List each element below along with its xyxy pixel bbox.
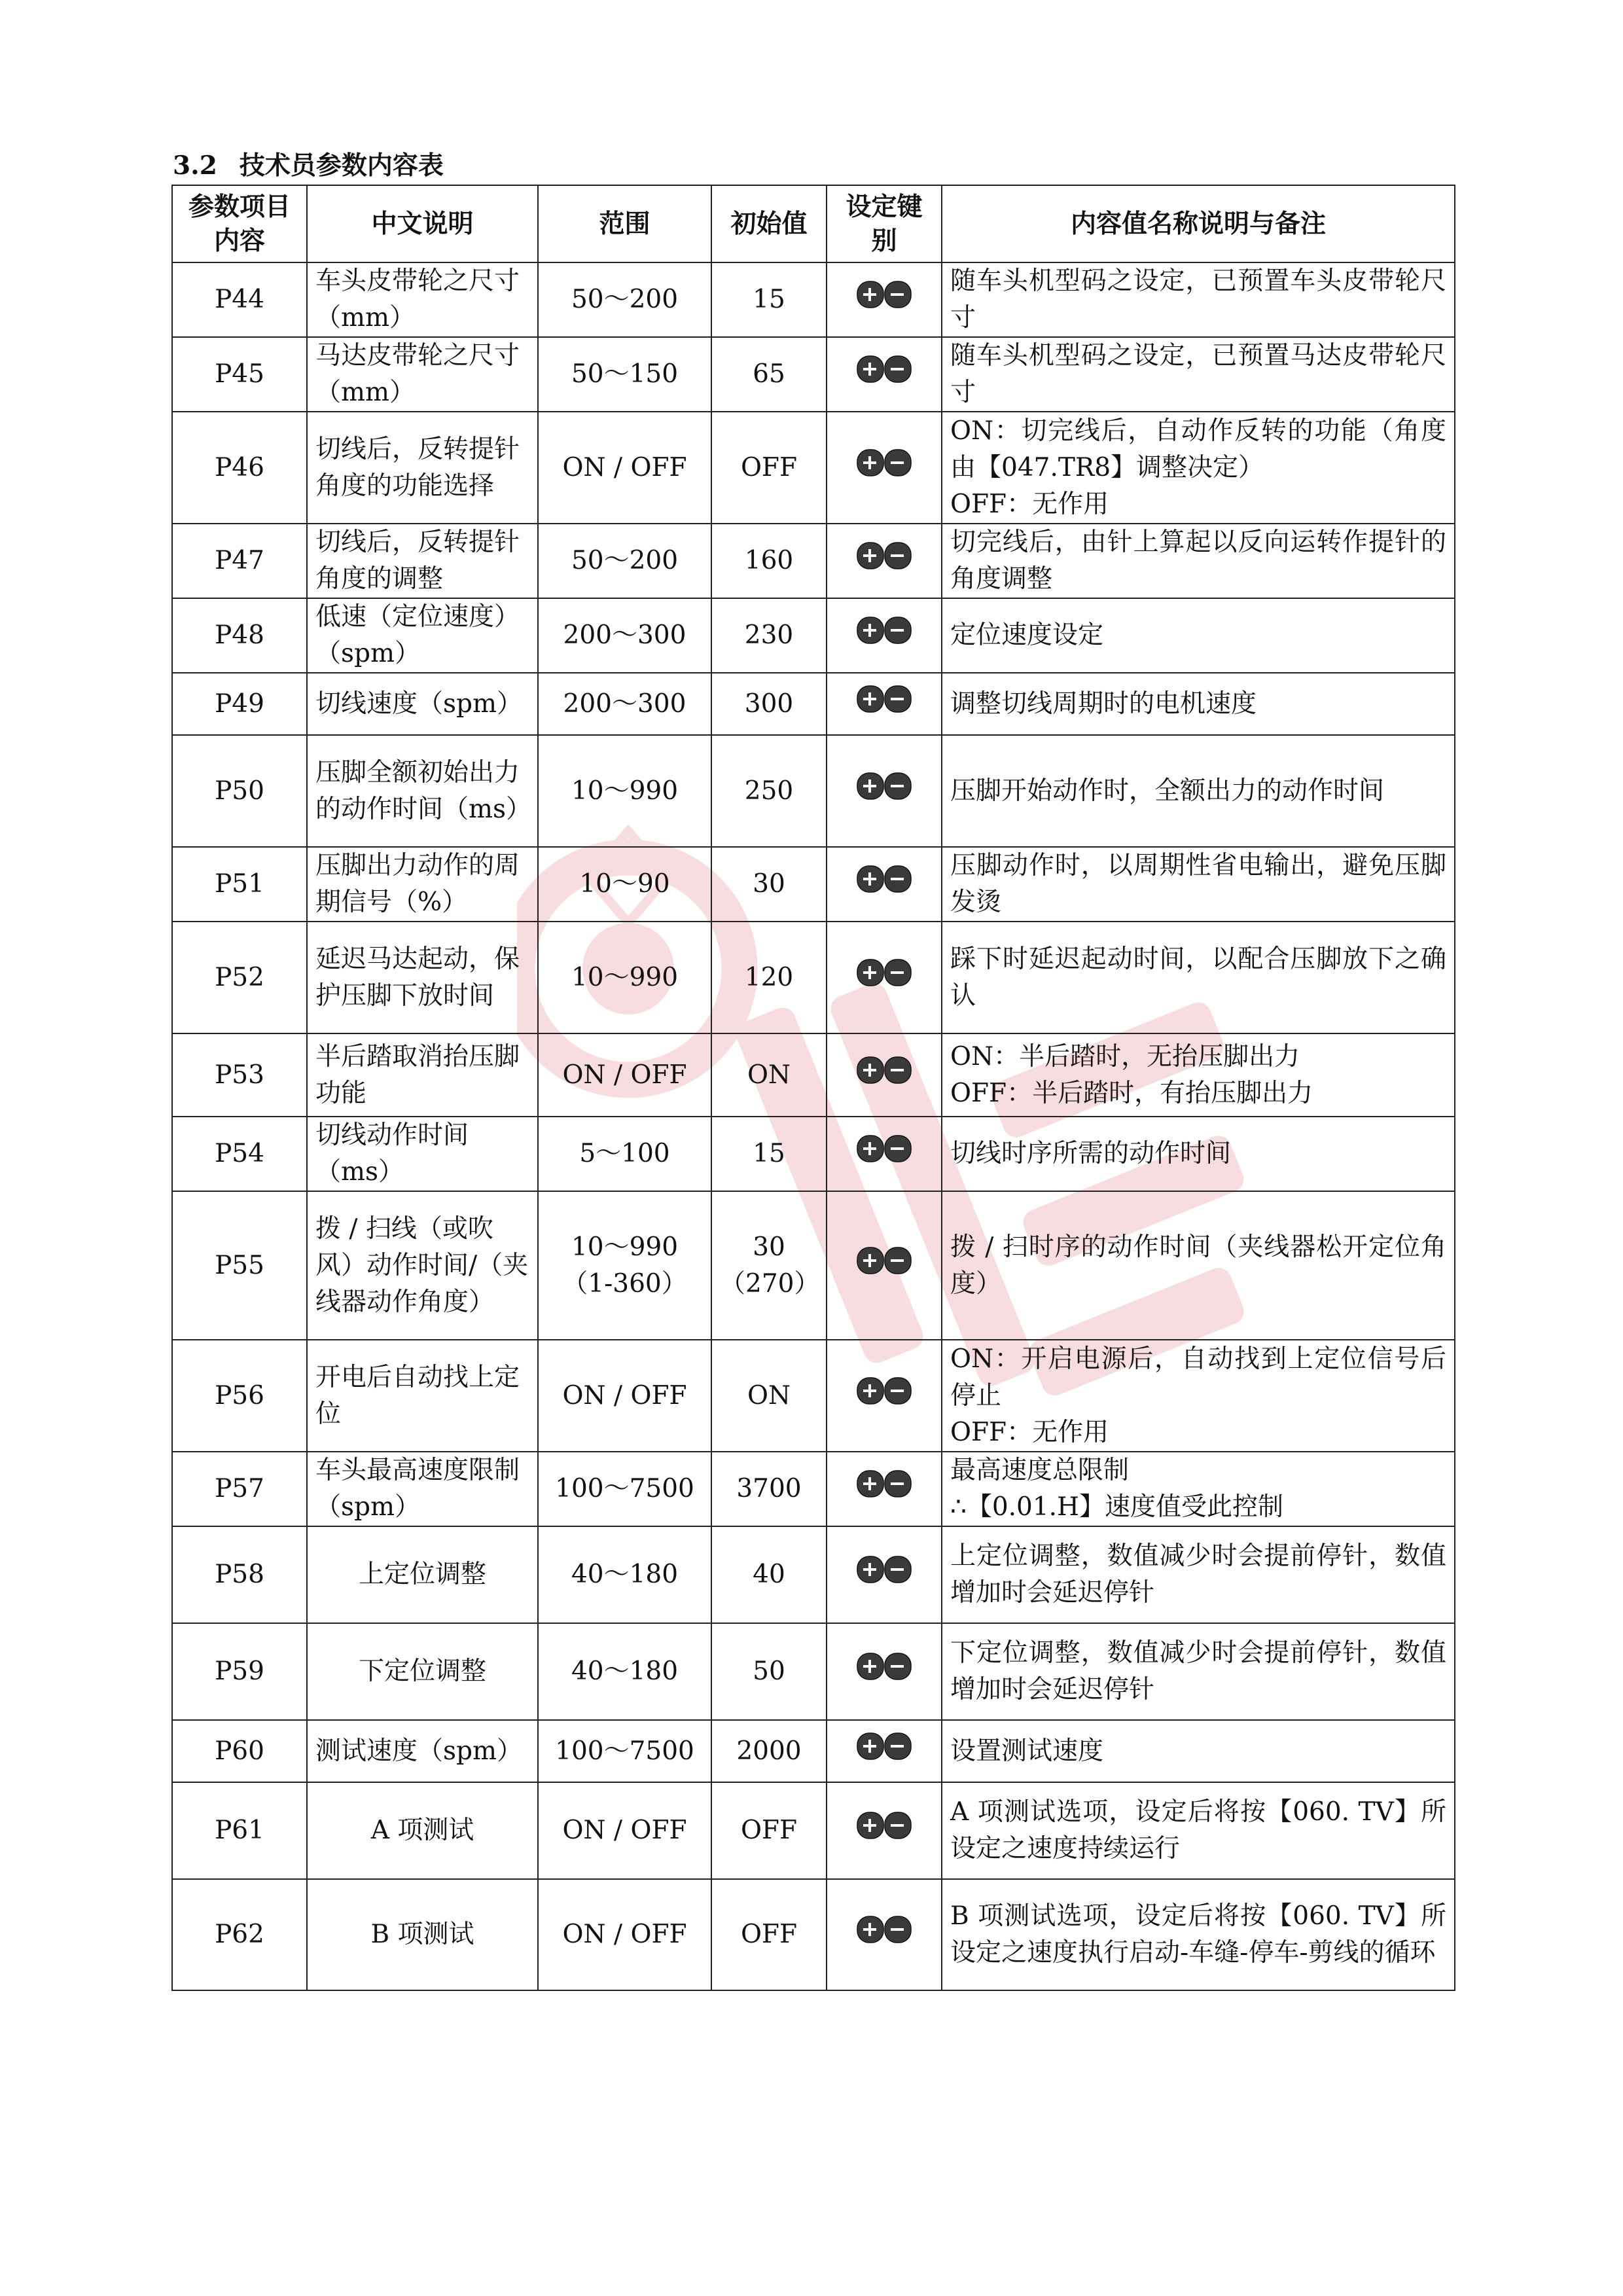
section-heading: [173, 145, 444, 182]
cell-range: 10～990: [538, 922, 711, 1033]
cell-param: P46: [172, 412, 307, 524]
note-line: OFF：无作用: [950, 489, 1109, 519]
cell-param: P53: [172, 1033, 307, 1117]
cell-keys: [827, 1191, 942, 1340]
header-keys: 设定键别: [827, 185, 942, 262]
cell-range: ON / OFF: [538, 1879, 711, 1990]
header-name: 中文说明: [307, 185, 538, 262]
cell-keys: [827, 1452, 942, 1526]
key-pair: [857, 1812, 912, 1839]
cell-initial: 230: [711, 598, 827, 673]
cell-note: [942, 1623, 1455, 1720]
section-title: 技术员参数内容表: [239, 151, 444, 181]
minus-key-icon: [884, 1653, 912, 1680]
cell-initial: ON: [711, 1340, 827, 1452]
plus-key-icon: [857, 1135, 884, 1162]
cell-initial: OFF: [711, 1879, 827, 1990]
minus-key-icon: [884, 1732, 912, 1760]
key-pair: [857, 1377, 912, 1405]
note-line: OFF：半后踏时，有抬压脚出力: [950, 1078, 1313, 1108]
minus-key-icon: [884, 959, 912, 986]
plus-key-icon: [857, 865, 884, 893]
plus-key-icon: [857, 772, 884, 800]
cell-keys: [827, 1526, 942, 1623]
cell-name: 切线速度（spm）: [307, 673, 538, 735]
cell-name: 车头皮带轮之尺寸（mm）: [307, 262, 538, 337]
cell-param: P48: [172, 598, 307, 673]
table-row: [172, 1340, 1455, 1452]
cell-param: P50: [172, 735, 307, 847]
cell-name: 低速（定位速度）（spm）: [307, 598, 538, 673]
table-row: [172, 598, 1455, 673]
table-row: [172, 735, 1455, 847]
key-pair: [857, 355, 912, 383]
note-line: 调整切线周期时的电机速度: [950, 689, 1257, 719]
cell-param: P45: [172, 337, 307, 412]
header-initial: 初始值: [711, 185, 827, 262]
cell-keys: [827, 1117, 942, 1191]
note-line: 定位速度设定: [950, 620, 1104, 650]
cell-keys: [827, 1623, 942, 1720]
cell-note: [942, 598, 1455, 673]
cell-param: P49: [172, 673, 307, 735]
minus-key-icon: [884, 1377, 912, 1405]
cell-note: [942, 735, 1455, 847]
cell-range: 200～300: [538, 598, 711, 673]
minus-key-icon: [884, 542, 912, 569]
plus-key-icon: [857, 1732, 884, 1760]
table-row: [172, 337, 1455, 412]
key-pair: [857, 685, 912, 713]
key-pair: [857, 1470, 912, 1498]
cell-note: [942, 1340, 1455, 1452]
cell-param: P61: [172, 1782, 307, 1879]
cell-range: 5～100: [538, 1117, 711, 1191]
cell-range: 10～90: [538, 847, 711, 922]
note-line: 切完线后，由针上算起以反向运转作提针的角度调整: [950, 528, 1446, 594]
cell-keys: [827, 922, 942, 1033]
cell-note: [942, 1452, 1455, 1526]
plus-key-icon: [857, 1812, 884, 1839]
minus-key-icon: [884, 865, 912, 893]
minus-key-icon: [884, 1470, 912, 1498]
cell-keys: [827, 673, 942, 735]
cell-param: P56: [172, 1340, 307, 1452]
cell-name: 压脚全额初始出力的动作时间（ms）: [307, 735, 538, 847]
header-range: 范围: [538, 185, 711, 262]
cell-keys: [827, 598, 942, 673]
cell-range: ON / OFF: [538, 1033, 711, 1117]
table-row: [172, 847, 1455, 922]
table-row: [172, 1782, 1455, 1879]
cell-note: [942, 1033, 1455, 1117]
table-row: [172, 1452, 1455, 1526]
cell-note: [942, 1720, 1455, 1782]
cell-name: 测试速度（spm）: [307, 1720, 538, 1782]
cell-keys: [827, 1879, 942, 1990]
parameter-table: [171, 185, 1455, 1991]
cell-keys: [827, 1782, 942, 1879]
minus-key-icon: [884, 1916, 912, 1943]
table-row: [172, 1117, 1455, 1191]
key-pair: [857, 865, 912, 893]
table-row: [172, 922, 1455, 1033]
key-pair: [857, 1056, 912, 1084]
cell-keys: [827, 1340, 942, 1452]
cell-name: 拨 / 扫线（或吹风）动作时间/（夹线器动作角度）: [307, 1191, 538, 1340]
cell-keys: [827, 262, 942, 337]
cell-range: 40～180: [538, 1623, 711, 1720]
note-line: 拨 / 扫时序的动作时间（夹线器松开定位角度）: [950, 1232, 1446, 1299]
cell-initial: 300: [711, 673, 827, 735]
cell-initial: 120: [711, 922, 827, 1033]
key-pair: [857, 1732, 912, 1760]
plus-key-icon: [857, 1556, 884, 1583]
cell-range: 200～300: [538, 673, 711, 735]
table-row: [172, 524, 1455, 598]
minus-key-icon: [884, 1135, 912, 1162]
cell-name: 上定位调整: [307, 1526, 538, 1623]
table-row: [172, 1720, 1455, 1782]
note-line: 随车头机型码之设定，已预置车头皮带轮尺寸: [950, 266, 1446, 332]
cell-name: A 项测试: [307, 1782, 538, 1879]
cell-param: P52: [172, 922, 307, 1033]
note-line: OFF：无作用: [950, 1417, 1109, 1447]
minus-key-icon: [884, 355, 912, 383]
cell-keys: [827, 337, 942, 412]
plus-key-icon: [857, 959, 884, 986]
cell-initial: 15: [711, 1117, 827, 1191]
minus-key-icon: [884, 1812, 912, 1839]
key-pair: [857, 617, 912, 644]
plus-key-icon: [857, 449, 884, 476]
cell-param: P58: [172, 1526, 307, 1623]
cell-initial: 15: [711, 262, 827, 337]
cell-name: B 项测试: [307, 1879, 538, 1990]
minus-key-icon: [884, 772, 912, 800]
cell-keys: [827, 735, 942, 847]
cell-range: 10～990（1-360）: [538, 1191, 711, 1340]
cell-keys: [827, 524, 942, 598]
minus-key-icon: [884, 281, 912, 308]
note-line: ON：半后踏时，无抬压脚出力: [950, 1041, 1300, 1071]
header-param: 参数项目内容: [172, 185, 307, 262]
cell-range: 50～200: [538, 262, 711, 337]
minus-key-icon: [884, 1056, 912, 1084]
table-row: [172, 262, 1455, 337]
cell-name: 延迟马达起动，保护压脚下放时间: [307, 922, 538, 1033]
cell-range: 100～7500: [538, 1720, 711, 1782]
cell-name: 开电后自动找上定位: [307, 1340, 538, 1452]
cell-name: 切线动作时间（ms）: [307, 1117, 538, 1191]
cell-note: [942, 1879, 1455, 1990]
key-pair: [857, 959, 912, 986]
plus-key-icon: [857, 1653, 884, 1680]
cell-initial: 2000: [711, 1720, 827, 1782]
table-row: [172, 1033, 1455, 1117]
table-row: [172, 673, 1455, 735]
note-line: 压脚开始动作时，全额出力的动作时间: [950, 776, 1385, 806]
minus-key-icon: [884, 1247, 912, 1274]
cell-note: [942, 524, 1455, 598]
cell-initial: 50: [711, 1623, 827, 1720]
cell-note: [942, 1191, 1455, 1340]
cell-range: ON / OFF: [538, 1340, 711, 1452]
note-line: ∴【0.01.H】速度值受此控制: [950, 1492, 1284, 1522]
key-pair: [857, 281, 912, 308]
table-row: [172, 1526, 1455, 1623]
cell-initial: 65: [711, 337, 827, 412]
minus-key-icon: [884, 1556, 912, 1583]
key-pair: [857, 772, 912, 800]
cell-name: 下定位调整: [307, 1623, 538, 1720]
cell-param: P55: [172, 1191, 307, 1340]
cell-range: 50～200: [538, 524, 711, 598]
plus-key-icon: [857, 1916, 884, 1943]
note-line: 随车头机型码之设定，已预置马达皮带轮尺寸: [950, 341, 1446, 407]
cell-param: P44: [172, 262, 307, 337]
cell-keys: [827, 1033, 942, 1117]
cell-param: P60: [172, 1720, 307, 1782]
cell-note: [942, 337, 1455, 412]
header-note: 内容值名称说明与备注: [942, 185, 1455, 262]
key-pair: [857, 1556, 912, 1583]
cell-note: [942, 412, 1455, 524]
cell-name: 压脚出力动作的周期信号（%）: [307, 847, 538, 922]
table-row: [172, 1623, 1455, 1720]
cell-note: [942, 262, 1455, 337]
key-pair: [857, 449, 912, 476]
cell-range: 40～180: [538, 1526, 711, 1623]
note-line: 设置测试速度: [950, 1736, 1104, 1766]
note-line: ON：开启电源后，自动找到上定位信号后停止: [950, 1344, 1446, 1410]
cell-initial: 250: [711, 735, 827, 847]
cell-range: 100～7500: [538, 1452, 711, 1526]
plus-key-icon: [857, 1247, 884, 1274]
note-line: B 项测试选项，设定后将按【060. TV】所设定之速度执行启动-车缝-停车-剪线的循环: [950, 1901, 1446, 1967]
cell-initial: 30: [711, 847, 827, 922]
cell-name: 车头最高速度限制（spm）: [307, 1452, 538, 1526]
note-line: ON：切完线后，自动作反转的功能（角度由【047.TR8】调整决定）: [950, 416, 1446, 482]
cell-initial: OFF: [711, 412, 827, 524]
cell-initial: ON: [711, 1033, 827, 1117]
plus-key-icon: [857, 685, 884, 713]
note-line: A 项测试选项，设定后将按【060. TV】所设定之速度持续运行: [950, 1797, 1446, 1863]
key-pair: [857, 1653, 912, 1680]
plus-key-icon: [857, 617, 884, 644]
cell-param: P59: [172, 1623, 307, 1720]
cell-initial: 3700: [711, 1452, 827, 1526]
table-row: [172, 1191, 1455, 1340]
cell-note: [942, 673, 1455, 735]
cell-param: P54: [172, 1117, 307, 1191]
cell-note: [942, 1526, 1455, 1623]
cell-initial: 30（270）: [711, 1191, 827, 1340]
cell-note: [942, 847, 1455, 922]
cell-range: ON / OFF: [538, 1782, 711, 1879]
key-pair: [857, 1247, 912, 1274]
note-line: 最高速度总限制: [950, 1456, 1130, 1485]
cell-name: 切线后，反转提针角度的功能选择: [307, 412, 538, 524]
section-number: 3.2: [173, 151, 217, 181]
minus-key-icon: [884, 449, 912, 476]
plus-key-icon: [857, 1470, 884, 1498]
cell-keys: [827, 412, 942, 524]
cell-param: P62: [172, 1879, 307, 1990]
key-pair: [857, 542, 912, 569]
cell-param: P57: [172, 1452, 307, 1526]
plus-key-icon: [857, 281, 884, 308]
cell-keys: [827, 1720, 942, 1782]
cell-param: P47: [172, 524, 307, 598]
cell-param: P51: [172, 847, 307, 922]
cell-initial: 160: [711, 524, 827, 598]
table-row: [172, 412, 1455, 524]
cell-initial: 40: [711, 1526, 827, 1623]
note-line: 上定位调整，数值减少时会提前停针，数值增加时会延迟停针: [950, 1541, 1446, 1607]
note-line: 踩下时延迟起动时间，以配合压脚放下之确认: [950, 944, 1446, 1011]
cell-name: 半后踏取消抬压脚功能: [307, 1033, 538, 1117]
plus-key-icon: [857, 355, 884, 383]
cell-range: 50～150: [538, 337, 711, 412]
minus-key-icon: [884, 685, 912, 713]
note-line: 下定位调整，数值减少时会提前停针，数值增加时会延迟停针: [950, 1638, 1446, 1704]
key-pair: [857, 1135, 912, 1162]
plus-key-icon: [857, 1056, 884, 1084]
cell-note: [942, 1117, 1455, 1191]
key-pair: [857, 1916, 912, 1943]
table-header-row: [172, 185, 1455, 262]
plus-key-icon: [857, 1377, 884, 1405]
cell-name: 马达皮带轮之尺寸（mm）: [307, 337, 538, 412]
cell-name: 切线后，反转提针角度的调整: [307, 524, 538, 598]
note-line: 压脚动作时，以周期性省电输出，避免压脚发烫: [950, 851, 1446, 917]
table-row: [172, 1879, 1455, 1990]
minus-key-icon: [884, 617, 912, 644]
cell-note: [942, 922, 1455, 1033]
plus-key-icon: [857, 542, 884, 569]
cell-initial: OFF: [711, 1782, 827, 1879]
cell-keys: [827, 847, 942, 922]
cell-note: [942, 1782, 1455, 1879]
cell-range: ON / OFF: [538, 412, 711, 524]
note-line: 切线时序所需的动作时间: [950, 1139, 1232, 1168]
cell-range: 10～990: [538, 735, 711, 847]
